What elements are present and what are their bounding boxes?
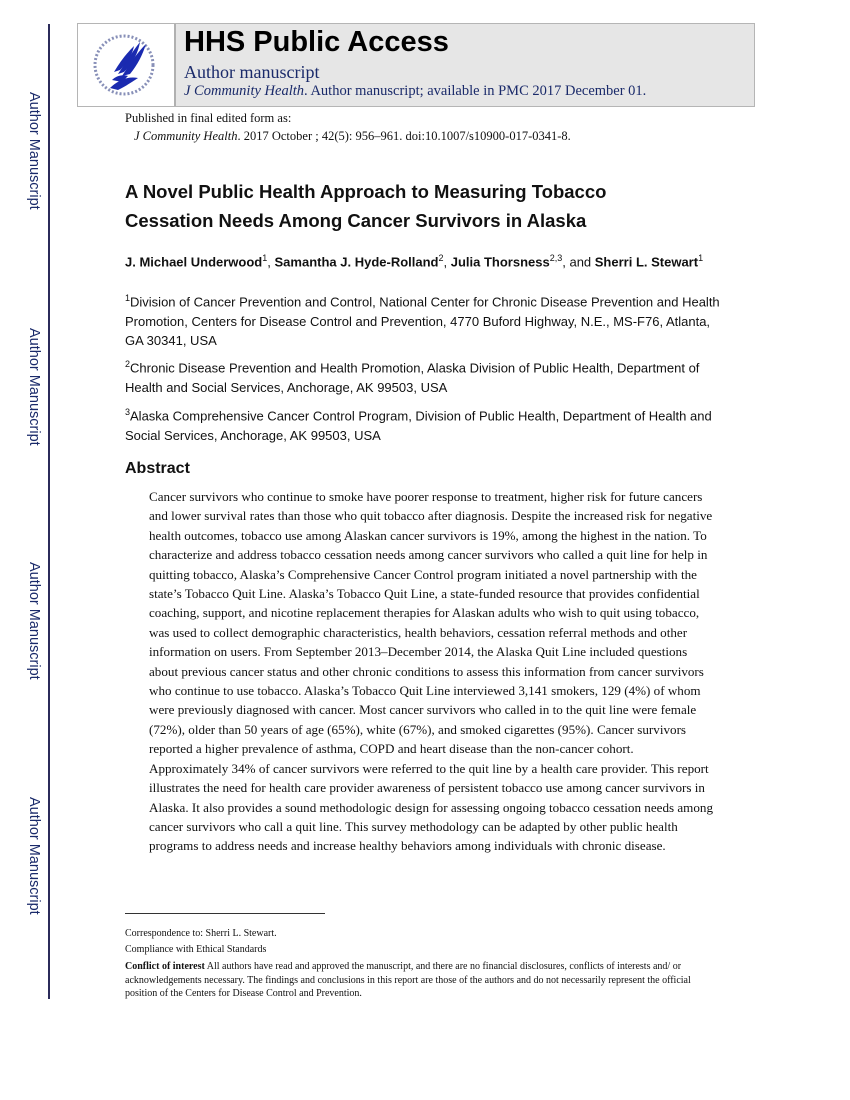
article-title-line: Cessation Needs Among Cancer Survivors in Alaska	[125, 210, 587, 231]
author-affil-sup: 1	[262, 253, 268, 263]
availability-text: . Author manuscript; available in PMC 2017 December 01.	[304, 83, 647, 99]
header-banner	[176, 24, 754, 106]
affiliation	[125, 355, 730, 397]
author-manuscript-label: Author manuscript	[184, 62, 320, 82]
author-separator: , and	[562, 254, 595, 270]
hhs-logo	[78, 24, 176, 106]
author-affil-sup: 2,3	[549, 253, 563, 263]
author-name: Julia Thorsness	[450, 254, 550, 270]
citation	[125, 127, 571, 145]
affiliation-text: Alaska Comprehensive Cancer Control Program, Division of Public Health, Department of Health and Social Services, Anchorage, AK 99503, USA	[125, 408, 712, 443]
article-title	[125, 177, 606, 235]
side-label-author-manuscript: Author Manuscript	[26, 562, 42, 680]
affiliation-number: 1	[125, 293, 131, 303]
affiliation	[125, 403, 730, 445]
side-label-author-manuscript: Author Manuscript	[26, 328, 42, 446]
hhs-public-access-header	[77, 23, 755, 107]
citation-journal: J Community Health	[134, 129, 238, 143]
conflict-label: Conflict of interest	[125, 961, 205, 972]
affiliation-number: 3	[125, 407, 131, 417]
author-affil-sup: 1	[698, 253, 704, 263]
side-label-author-manuscript: Author Manuscript	[26, 797, 42, 915]
abstract-body: Cancer survivors who continue to smoke have poorer response to treatment, higher risk for future cancers and lower survival rates than those who quit tobacco after diagnosis. Despite the increased risk for negative health outcomes, tobacco use among Alaskan cancer survivors is 19%, among the highest in the nation. To characterize and address tobacco cessation needs among cancer survivors who called a quit line for help in quitting tobacco, Alaska’s Comprehensive Cancer Control program initiated a novel partnership with the state’s Tobacco Quit Line. Alaska’s Tobacco Quit Line, a state-funded resource that provides confidential coaching, support, and nicotine replacement therapies for Alaskan adults who wish to quit using tobacco, was used to collect demographic characteristics, health behaviors, cessation referral methods and other information on users. From September 2013–December 2014, the Alaska Quit Line included questions about previous cancer status and other chronic conditions to assess this information from cancer survivors who continue to use tobacco. Alaska’s Tobacco Quit Line interviewed 3,141 smokers, 129 (4%) of whom were previously diagnosed with cancer. Most cancer survivors who called in to the quit line were female (72%), older than 50 years of age (65%), white (67%), and smoked cigarettes (95%). Cancer survivors reported a higher prevalence of asthma, COPD and heart disease than the non-cancer cohort. Approximately 34% of cancer survivors were referred to the quit line by a health care provider. This report illustrates the need for health care provider awareness of persistent tobacco use among cancer survivors in Alaska. It also provides a sound methodologic design for assessing ongoing tobacco cessation needs among cancer survivors who call a quit line. This survey methodology can be adapted by other public health programs to address needs and increase healthy behaviors among individuals with chronic disease.	[149, 489, 714, 854]
author-name: Sherri L. Stewart	[594, 254, 699, 270]
journal-name: J Community Health	[184, 83, 305, 99]
affiliation-text: Chronic Disease Prevention and Health Promotion, Alaska Division of Public Health, Department of Health and Social Services, Anchorage, AK 99503, USA	[125, 360, 700, 395]
conflict-text: All authors have read and approved the manuscript, and there are no financial disclosures, conflicts of interests and/ or acknowledgements necessary. The findings and conclusions in this report are those of the authors and do not necessarily represent the official position of the Centers for Disease Control and Prevention.	[125, 961, 691, 999]
side-label-author-manuscript: Author Manuscript	[26, 92, 42, 210]
hhs-eagle-seal-icon	[88, 30, 164, 100]
citation-details: . 2017 October ; 42(5): 956–961. doi:10.1007/s10900-017-0341-8.	[237, 129, 571, 143]
side-margin-rule	[48, 24, 50, 999]
availability-line	[184, 83, 646, 100]
author-affil-sup: 2	[438, 253, 444, 263]
abstract-heading: Abstract	[125, 460, 190, 477]
hhs-public-access-title: HHS Public Access	[184, 26, 449, 58]
author-list	[125, 248, 725, 272]
publication-info	[125, 109, 571, 145]
conflict-of-interest-note	[125, 960, 725, 1001]
author-name: J. Michael Underwood	[125, 254, 263, 270]
published-label: Published in final edited form as:	[125, 111, 292, 125]
author-separator: ,	[443, 254, 451, 270]
affiliation-number: 2	[125, 359, 131, 369]
affiliation	[125, 289, 730, 351]
correspondence-note: Correspondence to: Sherri L. Stewart.	[125, 928, 277, 939]
article-title-line: A Novel Public Health Approach to Measuring Tobacco	[125, 181, 607, 202]
author-separator: ,	[267, 254, 275, 270]
author-name: Samantha J. Hyde-Rolland	[274, 254, 439, 270]
compliance-note: Compliance with Ethical Standards	[125, 944, 267, 955]
footnote-divider	[125, 913, 325, 914]
affiliation-text: Division of Cancer Prevention and Control, National Center for Chronic Disease Prevention and Health Promotion, Centers for Disease Control and Prevention, 4770 Buford Highway, N.E., MS-F76, Atlanta, GA 30341, USA	[125, 294, 720, 349]
